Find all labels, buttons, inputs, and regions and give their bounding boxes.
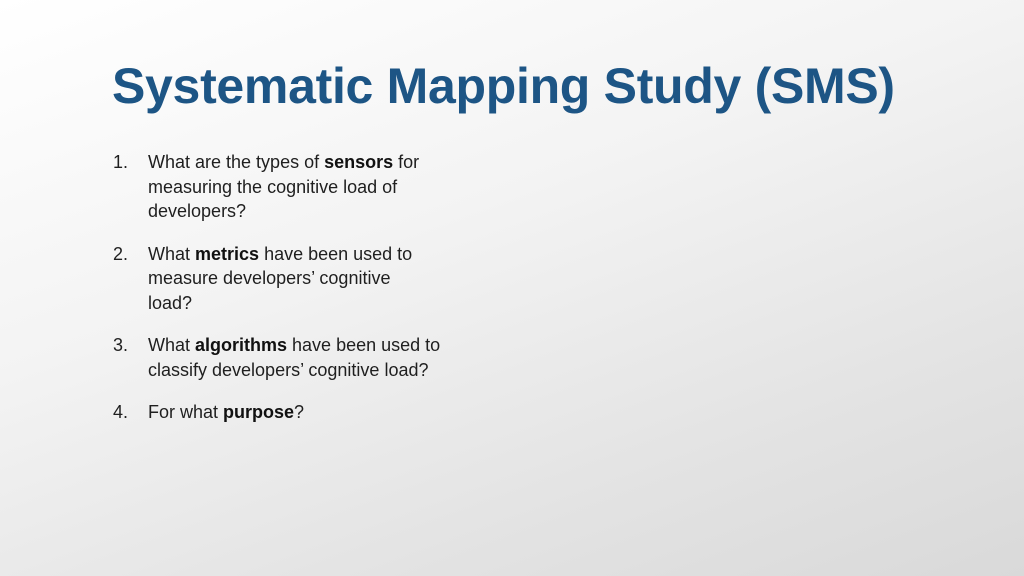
text-line: classify developers’ cognitive load? (148, 359, 429, 380)
question-text (148, 242, 412, 316)
text-line: measuring the cognitive load of (148, 176, 398, 197)
keyword-purpose: purpose (223, 402, 295, 422)
question-number: 2. (113, 243, 129, 264)
text-line: measure developers’ cognitive (148, 268, 391, 288)
keyword-algorithms: algorithms (195, 335, 288, 355)
text-line: For what purpose? (148, 402, 305, 422)
question-text (148, 333, 440, 382)
research-question-2 (113, 242, 533, 316)
keyword-sensors: sensors (324, 152, 394, 172)
question-number: 1. (113, 152, 129, 172)
keyword-metrics: metrics (195, 243, 260, 264)
question-text (148, 400, 304, 425)
research-question-4 (113, 400, 533, 425)
research-question-3 (113, 333, 533, 382)
text-line: What algorithms have been used to (148, 335, 441, 355)
research-question-1 (113, 150, 533, 224)
slide-title: Systematic Mapping Study (SMS) (112, 58, 895, 114)
text-line: developers? (148, 201, 247, 221)
question-number: 3. (113, 335, 129, 355)
text-line: load? (148, 292, 193, 313)
question-text (148, 150, 419, 224)
research-question-list (113, 150, 533, 425)
text-line: What are the types of sensors for (148, 152, 420, 172)
question-number: 4. (113, 402, 129, 422)
text-line: What metrics have been used to (148, 243, 413, 264)
